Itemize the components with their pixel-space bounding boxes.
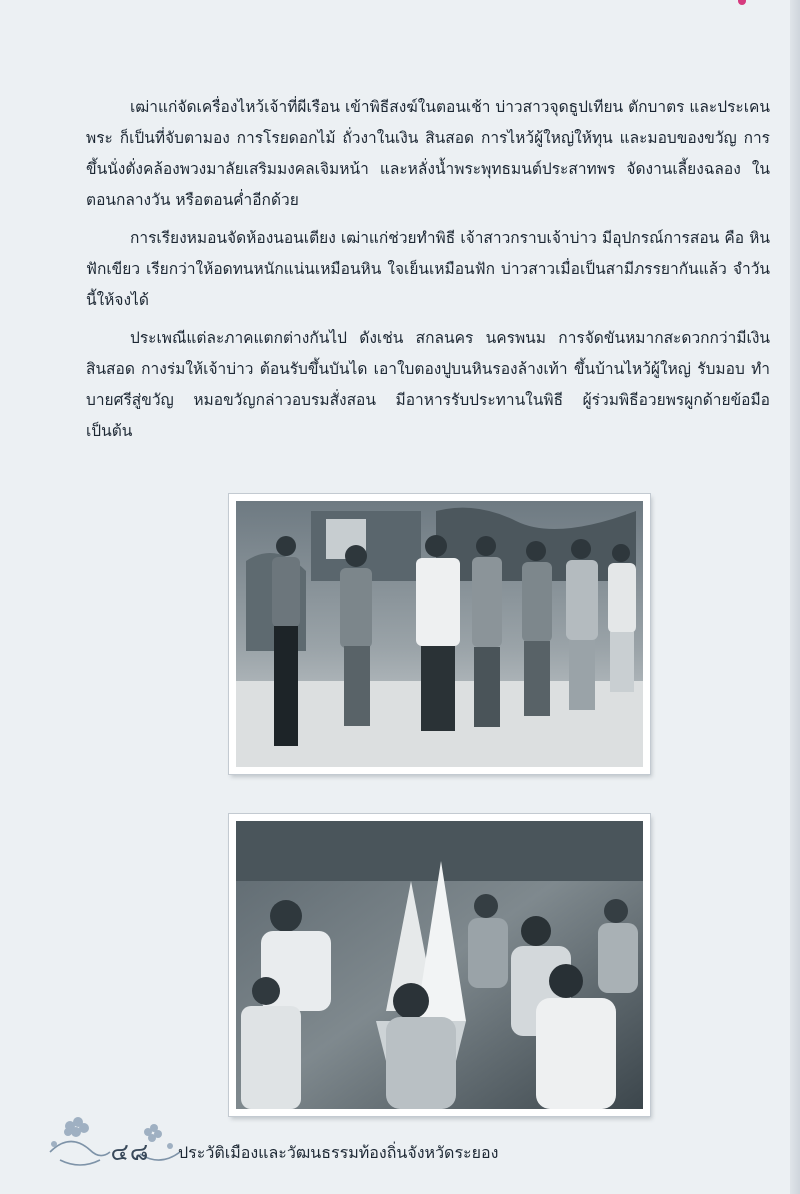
paragraph-3: ประเพณีแต่ละภาคแตกต่างกันไป ดังเช่น สกลนคร นครพนม การจัดขันหมากสะดวกกว่ามีเงิน สินสอด กางร่มให้เจ้าบ่าว ต้อนรับขึ้นบันได เอาใบตองปูบนหินรองล้างเท้า ขึ้นบ้านไหว้ผู้ใหญ่ รับมอบ ทำบายศรีสู่ขวัญ หมอขวัญกล่าวอบรมสั่งสอน มีอาหารรับประทานในพิธี ผู้ร่วมพิธีอวยพรผูกด้ายข้อมือ เป็นต้น: [86, 329, 770, 440]
page-edge: [790, 0, 800, 1194]
photo-ceremony: [229, 814, 650, 1116]
paragraph-2: การเรียงหมอนจัดห้องนอนเตียง เฒ่าแก่ช่วยทำพิธี เจ้าสาวกราบเจ้าบ่าว มีอุปกรณ์การสอน คือ หิน ฟักเขียว เรียกว่าให้อดทนหนักแน่นเหมือนหิน ใจเย็นเหมือนฟัก บ่าวสาวเมื่อเป็นสามีภรรยากันแล้ว จำวันนี้ให้จงได้: [86, 229, 770, 309]
page-footer: [40, 1112, 560, 1172]
photo-procession: [229, 494, 650, 774]
book-title: ประวัติเมืองและวัฒนธรรมท้องถิ่นจังหวัดระยอง: [178, 1143, 499, 1162]
page-marker: [738, 0, 746, 5]
paragraph-1: เฒ่าแก่จัดเครื่องไหว้เจ้าที่ผีเรือน เข้าพิธีสงฆ์ในตอนเช้า บ่าวสาวจุดธูปเทียน ตักบาตร และประเคนพระ ก็เป็นที่จับตามอง การโรยดอกไม้ ถั่วงาในเงิน สินสอด การไหว้ผู้ใหญ่ให้ทุน และมอบของขวัญ การขึ้นนั่งตั่งคล้องพวงมาลัยเสริมมงคลเจิมหน้า และหลั่งน้ำพระพุทธมนต์ประสาทพร จัดงานเลี้ยงฉลอง ในตอนกลางวัน หรือตอนค่ำอีกด้วย: [86, 98, 770, 209]
page-number: ๔๘: [110, 1138, 150, 1166]
body-text: [86, 92, 770, 454]
